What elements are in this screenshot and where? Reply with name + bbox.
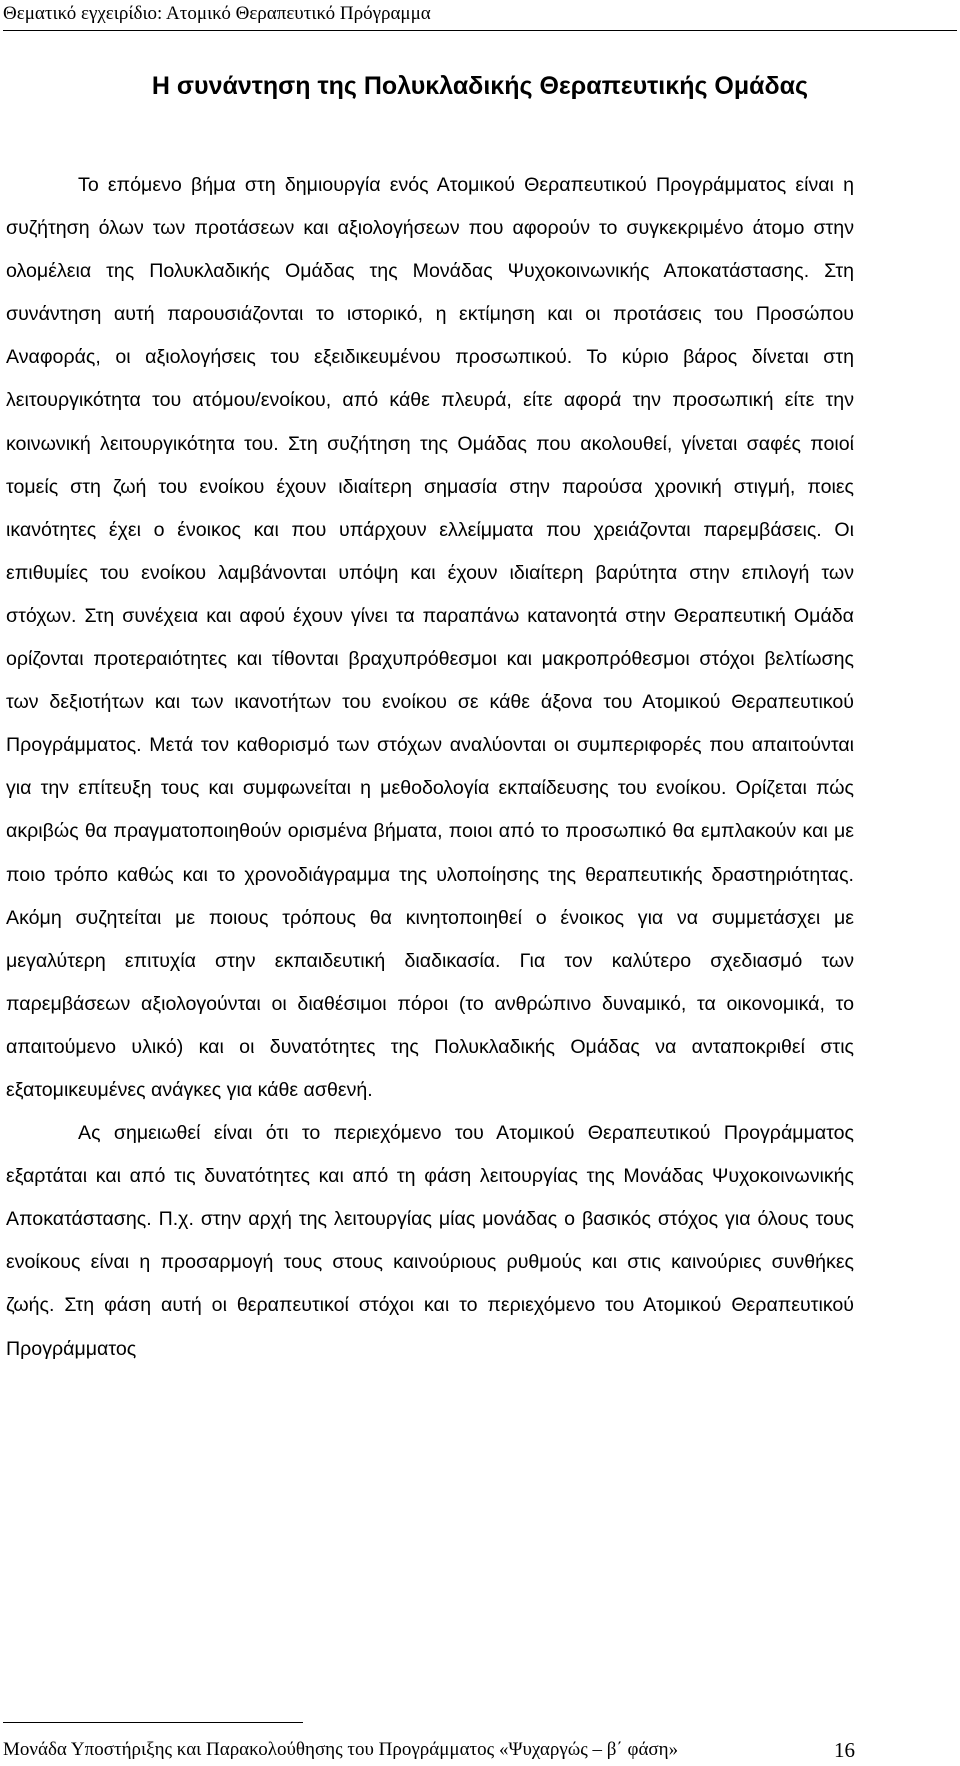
paragraph: Το επόμενο βήμα στη δημιουργία ενός Ατομικού Θεραπευτικού Προγράμματος είναι η συζήτηση όλων των προτάσεων και αξιολογήσεων που αφορούν το συγκεκριμένο άτομο στην ολομέλεια της Πολυκλαδικής Ομάδας της Μονάδας Ψυχοκοινωνικής Αποκατάστασης. Στη συνάντηση αυτή παρουσιάζονται το ιστορικό, η εκτίμηση και οι προτάσεις του Προσώπου Αναφοράς, οι αξιολογήσεις του εξειδικευμένου προσωπικού. Το κύριο βάρος δίνεται στη λειτουργικότητα του ατόμου/ενοίκου, από κάθε πλευρά, είτε αφορά την προσωπική είτε την κοινωνική λειτουργικότητα του. Στη συζήτηση της Ομάδας που ακολουθεί, γίνεται σαφές ποιοί τομείς στη ζωή του ενοίκου έχουν ιδιαίτερη σημασία στην παρούσα χρονική στιγμή, ποιες ικανότητες έχει ο ένοικος και που υπάρχουν ελλείμματα που χρειάζονται παρεμβάσεις. Οι επιθυμίες του ενοίκου λαμβάνονται υπόψη και έχουν ιδιαίτερη βαρύτητα στην επιλογή των στόχων. Στη συνέχεια και αφού έχουν γίνει τα παραπάνω κατανοητά στην Θεραπευτική Ομάδα ορίζονται προτεραιότητες και τίθονται βραχυπρόθεσμοι και μακροπρόθεσμοι στόχοι βελτίωσης των δεξιοτήτων και των ικανοτήτων του ενοίκου σε κάθε άξονα του Ατομικού Θεραπευτικού Προγράμματος. Μετά τον καθορισμό των στόχων αναλύονται οι συμπεριφορές που απαιτούνται για την επίτευξη τους και συμφωνείται η μεθοδολογία εκπαίδευσης του ενοίκου. Ορίζεται πώς ακριβώς θα πραγματοποιηθούν ορισμένα βήματα, ποιοι από το προσωπικό θα εμπλακούν και με ποιο τρόπο καθώς και το χρονοδιάγραμμα της υλοποίησης της θεραπευτικής δραστηριότητας. Ακόμη συζητείται με ποιους τρόπους θα κινητοποιηθεί ο ένοικος για να συμμετάσχει με μεγαλύτερη επιτυχία στην εκπαιδευτική διαδικασία. Για τον καλύτερο σχεδιασμό των παρεμβάσεων αξιολογούνται οι διαθέσιμοι πόροι (το ανθρώπινο δυναμικό, τα οικονομικά, το απαιτούμενο υλικό) και οι δυνατότητες της Πολυκλαδικής Ομάδας να ανταποκριθεί στις εξατομικευμένες ανάγκες για κάθε ασθενή. <box>6 174 854 1101</box>
page-number: 16 <box>834 1738 855 1762</box>
running-footer <box>3 1738 855 1762</box>
body-text <box>6 164 854 1371</box>
running-header: Θεματικό εγχειρίδιο: Ατομικό Θεραπευτικό Πρόγραμμα <box>3 2 957 31</box>
paragraph: Ας σημειωθεί είναι ότι το περιεχόμενο του Ατομικού Θεραπευτικού Προγράμματος εξαρτάται και από τις δυνατότητες και από τη φάση λειτουργίας της Μονάδας Ψυχοκοινωνικής Αποκατάστασης. Π.χ. στην αρχή της λειτουργίας μίας μονάδας ο βασικός στόχος για όλους τους ενοίκους είναι η προσαρμογή τους στους καινούριους ρυθμούς και στις καινούριες συνθήκες ζωής. Στη φάση αυτή οι θεραπευτικοί στόχοι και το περιεχόμενο του Ατομικού Θεραπευτικού Προγράμματος <box>6 1122 854 1360</box>
footer-divider <box>3 1722 303 1723</box>
footer-text: Μονάδα Υποστήριξης και Παρακολούθησης του Προγράμματος «Ψυχαργώς – β΄ φάση» <box>3 1739 679 1760</box>
page-title: Η συνάντηση της Πολυκλαδικής Θεραπευτικής Ομάδας <box>151 72 809 100</box>
